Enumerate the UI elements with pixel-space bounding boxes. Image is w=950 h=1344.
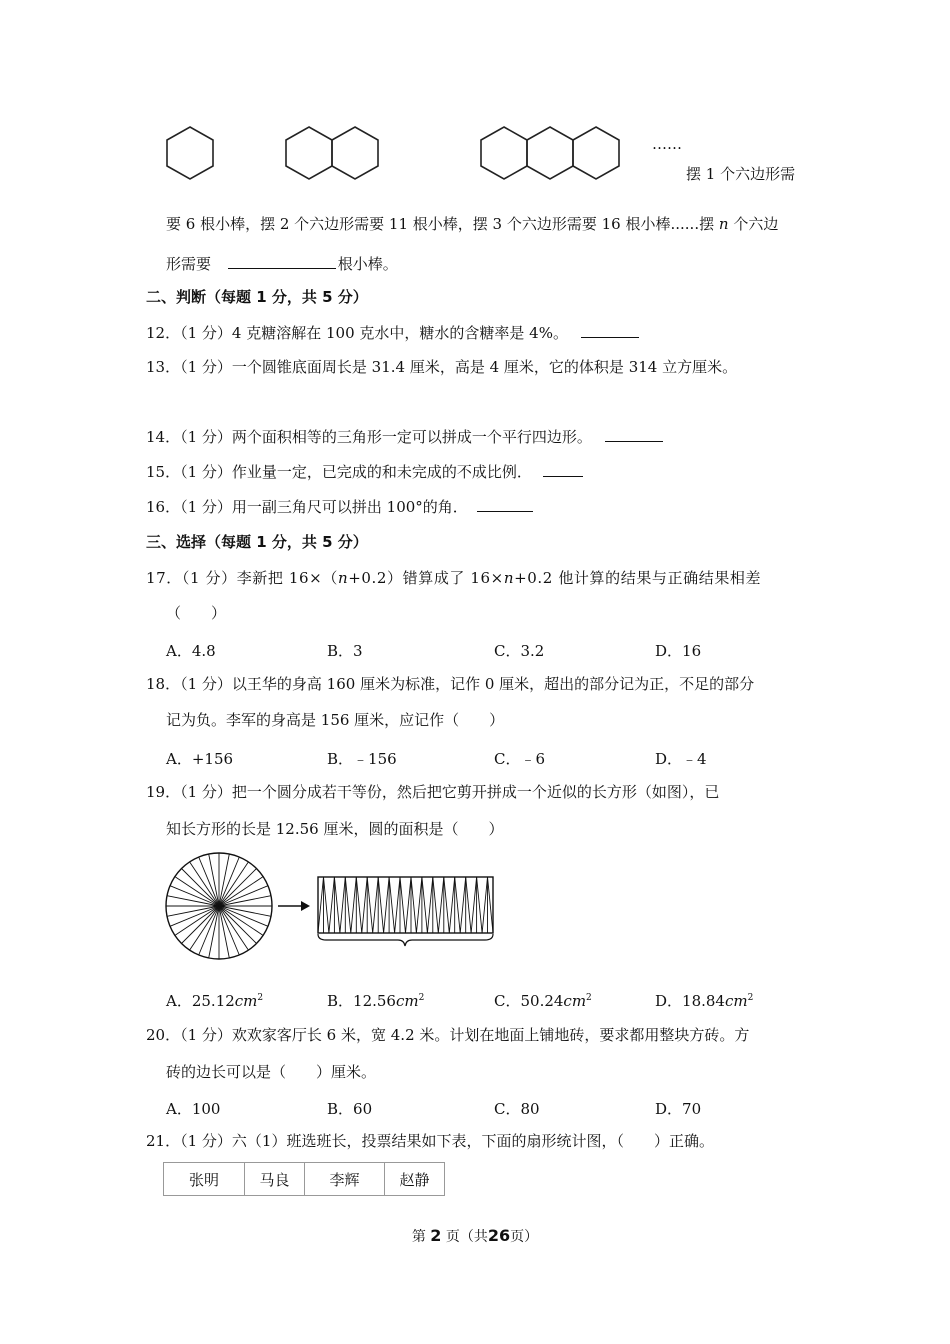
- footer-prefix: 第: [411, 1229, 426, 1245]
- rectangle-sector-zigzag: [318, 877, 493, 933]
- q13-text: （1 分）一个圆锥底面周长是 31.4 厘米，高是 4 厘米，它的体积是 314 立方厘米。: [180, 358, 738, 376]
- q11-line2-tail: 个六边: [733, 215, 779, 233]
- q15-text: （1 分）作业量一定，已完成的和未完成的不成比例．: [180, 463, 532, 481]
- section3-title: 三、选择（每题 1 分，共 5 分）: [146, 533, 368, 551]
- footer-suffix: 页）: [510, 1229, 539, 1245]
- vote-table: [163, 1162, 445, 1196]
- q11-variable: n: [718, 215, 729, 233]
- circle-to-rectangle-figure: [160, 850, 505, 962]
- q16-answer-blank[interactable]: [477, 497, 533, 512]
- rectangle-sectors: [318, 877, 493, 933]
- page-footer: [0, 1226, 950, 1246]
- q19-option-c-unit: cm: [563, 992, 587, 1010]
- q14-answer-blank[interactable]: [605, 427, 663, 442]
- q14: [146, 427, 663, 447]
- q17-line1: [146, 568, 761, 588]
- q16-text: （1 分）用一副三角尺可以拼出 100°的角．: [180, 498, 468, 516]
- vote-table-header: 张明: [164, 1163, 245, 1196]
- q16: [146, 497, 533, 517]
- q20-text: （1 分）欢欢家客厅长 6 米，宽 4.2 米。计划在地面上铺地砖，要求都用整块方砖。方: [180, 1026, 750, 1044]
- hexagon-1: [167, 127, 213, 179]
- q19-option-b[interactable]: [327, 990, 424, 1011]
- length-brace: [318, 934, 493, 946]
- q20-option-a[interactable]: A．100: [166, 1100, 221, 1118]
- circle-sector-line: [182, 906, 220, 944]
- q11-line3: [166, 254, 398, 274]
- circle-sector-line: [182, 869, 220, 907]
- q12-text: （1 分）4 克糖溶解在 100 克水中，糖水的含糖率是 4%。: [180, 324, 568, 342]
- q19-option-c-exp: 2: [586, 993, 592, 1003]
- hexagon-pattern-figure: [160, 120, 630, 184]
- section2-title: 二、判断（每题 1 分，共 5 分）: [146, 288, 368, 306]
- q19-line1: [146, 782, 719, 802]
- footer-page-number: 2: [430, 1226, 442, 1245]
- q14-text: （1 分）两个面积相等的三角形一定可以拼成一个平行四边形。: [180, 428, 592, 446]
- q17-option-b[interactable]: B．3: [327, 642, 363, 660]
- q16-number: 16．: [146, 498, 181, 516]
- q19-option-a-exp: 2: [257, 993, 264, 1003]
- q17-variable-n2: n: [503, 569, 515, 587]
- q12-number: 12．: [146, 324, 181, 342]
- vote-table-header: 李辉: [305, 1163, 385, 1196]
- vote-table-header: 赵静: [385, 1163, 445, 1196]
- q19-option-b-exp: 2: [418, 993, 425, 1003]
- hexagon-ellipsis: ……: [652, 135, 682, 153]
- q18-option-a[interactable]: A．+156: [166, 750, 234, 768]
- q18-number: 18．: [146, 675, 181, 693]
- q19-option-b-value: B．12.56: [327, 992, 396, 1010]
- q11-line1: 摆 1 个六边形需: [686, 165, 796, 183]
- footer-mid: 页（共: [445, 1229, 488, 1245]
- q20-option-b[interactable]: B．60: [327, 1100, 373, 1118]
- q17-paren: （ ）: [166, 604, 227, 622]
- arrow-head: [301, 901, 310, 911]
- q19-option-d-unit: cm: [724, 992, 748, 1010]
- q11-line2: [166, 214, 778, 234]
- q17-text-b: +0.2）错算成了 16×: [348, 569, 504, 587]
- q11-line3-text: 形需要: [166, 255, 212, 273]
- q17-text-a: （1 分）李新把 16×（: [181, 569, 338, 587]
- q21-line1: [146, 1131, 714, 1151]
- circle-sectors: [166, 853, 272, 959]
- q11-answer-blank[interactable]: [228, 254, 336, 269]
- q20-number: 20．: [146, 1026, 181, 1044]
- q21-text: （1 分）六（1）班选班长，投票结果如下表，下面的扇形统计图，（ ）正确。: [180, 1132, 714, 1150]
- q12: [146, 323, 639, 343]
- circle-sector-line: [219, 906, 257, 944]
- circle-sector-line: [219, 869, 257, 907]
- hexagon-3a: [481, 127, 527, 179]
- q13-number: 13．: [146, 358, 181, 376]
- q19-option-d-value: D．18.84: [655, 992, 725, 1010]
- q19-option-d-exp: 2: [747, 993, 754, 1003]
- q19-text: （1 分）把一个圆分成若干等份，然后把它剪开拼成一个近似的长方形（如图），已: [180, 783, 720, 801]
- q18-line2: 记为负。李军的身高是 156 厘米，应记作（ ）: [166, 711, 505, 729]
- q17-number: 17．: [146, 569, 182, 587]
- q14-number: 14．: [146, 428, 181, 446]
- q17-option-a[interactable]: A．4.8: [166, 642, 216, 660]
- q15-answer-blank[interactable]: [543, 462, 583, 477]
- q19-option-a[interactable]: [166, 990, 263, 1011]
- q18-text: （1 分）以王华的身高 160 厘米为标准，记作 0 厘米，超出的部分记为正，不足的部分: [180, 675, 755, 693]
- q18-option-c[interactable]: C．﹣6: [494, 750, 546, 768]
- q11-line2-text: 要 6 根小棒，摆 2 个六边形需要 11 根小棒，摆 3 个六边形需要 16 根小棒......摆: [166, 215, 715, 233]
- q19-option-a-unit: cm: [234, 992, 258, 1010]
- q20-line2: 砖的边长可以是（ ）厘米。: [166, 1063, 377, 1081]
- q17-text-c: +0.2 他计算的结果与正确结果相差: [514, 569, 762, 587]
- q19-option-c[interactable]: [494, 990, 592, 1011]
- q17-variable-n: n: [337, 569, 349, 587]
- q13: [146, 357, 737, 377]
- q17-option-c[interactable]: C．3.2: [494, 642, 545, 660]
- q19-option-a-value: A．25.12: [166, 992, 235, 1010]
- q20-option-c[interactable]: C．80: [494, 1100, 540, 1118]
- q12-answer-blank[interactable]: [581, 323, 639, 338]
- q19-line2: 知长方形的长是 12.56 厘米，圆的面积是（ ）: [166, 820, 504, 838]
- q20-line1: [146, 1025, 749, 1045]
- hexagon-2a: [286, 127, 332, 179]
- vote-table-header: 马良: [245, 1163, 305, 1196]
- q18-line1: [146, 674, 754, 694]
- q20-option-d[interactable]: D．70: [655, 1100, 702, 1118]
- hexagon-2b: [332, 127, 378, 179]
- q18-option-b[interactable]: B．﹣156: [327, 750, 397, 768]
- q19-number: 19．: [146, 783, 181, 801]
- q11-line3-tail: 根小棒。: [337, 255, 398, 273]
- hexagon-3c: [573, 127, 619, 179]
- q18-option-d[interactable]: D．﹣4: [655, 750, 707, 768]
- q17-option-d[interactable]: D．16: [655, 642, 702, 660]
- vote-table-header-row: [164, 1163, 445, 1196]
- q19-option-c-value: C．50.24: [494, 992, 564, 1010]
- q21-number: 21．: [146, 1132, 181, 1150]
- q19-option-d[interactable]: [655, 990, 753, 1011]
- hexagon-3b: [527, 127, 573, 179]
- q15-number: 15．: [146, 463, 181, 481]
- q19-option-b-unit: cm: [395, 992, 419, 1010]
- footer-total-pages: 26: [487, 1226, 511, 1245]
- q15: [146, 462, 583, 482]
